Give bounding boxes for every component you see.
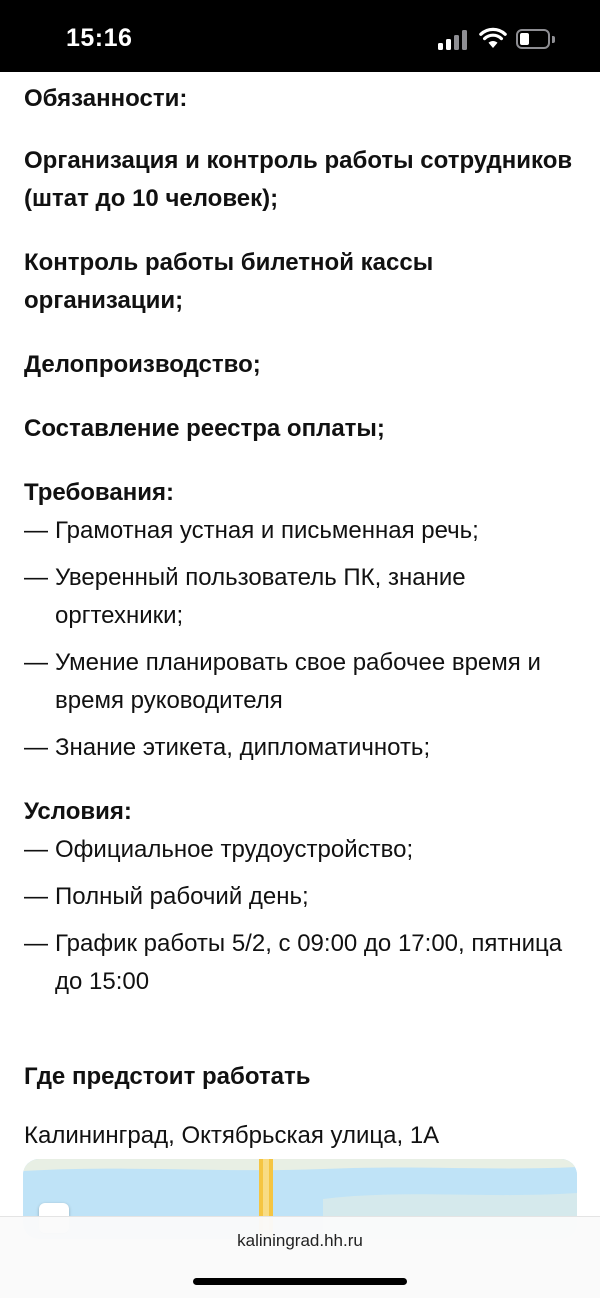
duty-item: Организация и контроль работы сотрудников (штат до 10 человек); <box>24 147 573 212</box>
battery-icon <box>516 29 552 49</box>
location-title: Где предстоит работать <box>24 1063 311 1090</box>
list-item: — Полный рабочий день; <box>24 883 309 910</box>
duty-item: Составление реестра оплаты; <box>24 415 385 442</box>
vacancy-description <box>24 72 576 1001</box>
duty-item: Контроль работы билетной кассы организации; <box>24 249 434 314</box>
home-indicator[interactable] <box>193 1278 407 1285</box>
list-item: — График работы 5/2, с 09:00 до 17:00, пятница до 15:00 <box>24 930 563 995</box>
duties-section <box>24 80 576 448</box>
conditions-heading: Условия: <box>24 798 132 825</box>
address-bar-url[interactable]: kaliningrad.hh.ru <box>237 1231 363 1250</box>
list-item: — Официальное трудоустройство; <box>24 836 414 863</box>
list-item: — Умение планировать свое рабочее время и время руководителя <box>24 649 541 714</box>
location-address: Калининград, Октябрьская улица, 1А <box>24 1122 440 1149</box>
list-item: — Знание этикета, дипломатичноть; <box>24 734 431 761</box>
requirements-heading: Требования: <box>24 479 174 506</box>
conditions-section <box>24 793 576 1001</box>
list-item: — Грамотная устная и письменная речь; <box>24 517 479 544</box>
requirements-section <box>24 474 576 767</box>
conditions-list <box>24 831 576 1001</box>
browser-bottom-bar <box>0 1216 600 1298</box>
status-bar <box>0 0 600 72</box>
duty-item: Делопроизводство; <box>24 351 261 378</box>
cellular-signal-icon <box>438 30 470 50</box>
list-item: — Уверенный пользователь ПК, знание оргтехники; <box>24 564 466 629</box>
status-time: 15:16 <box>66 24 133 52</box>
wifi-icon <box>479 27 507 49</box>
duties-heading: Обязанности: <box>24 85 188 112</box>
requirements-list <box>24 512 576 767</box>
